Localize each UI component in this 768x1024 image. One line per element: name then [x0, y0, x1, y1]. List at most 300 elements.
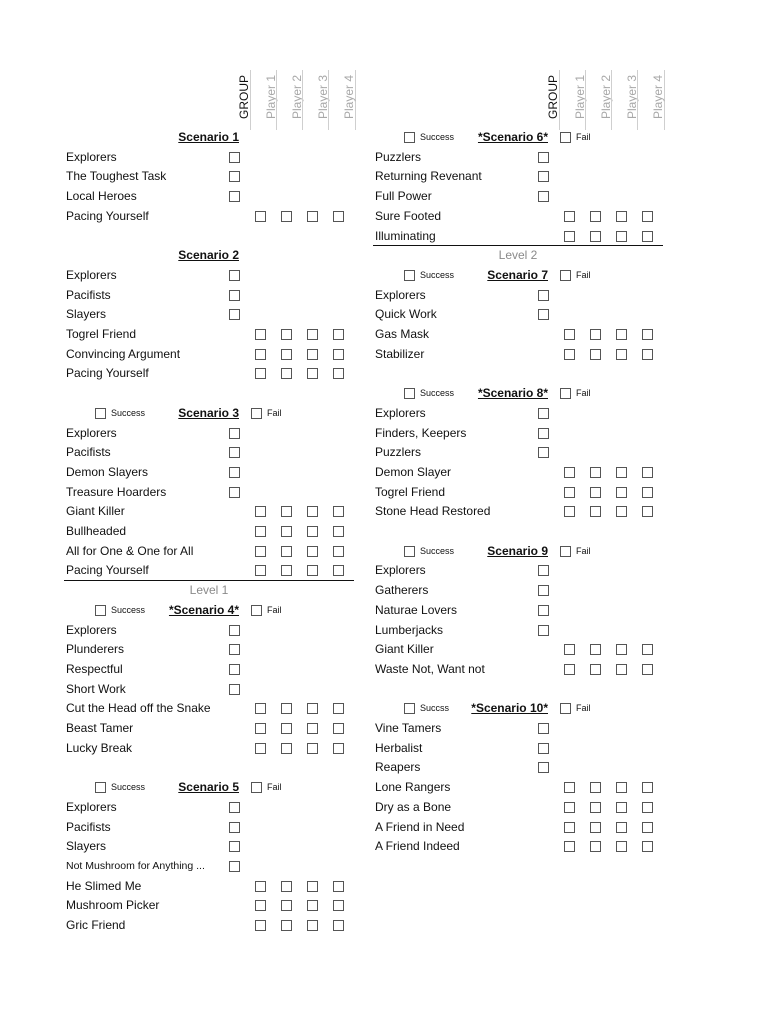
scenario-title: *Scenario 4* — [168, 602, 239, 617]
player-2-checkbox[interactable] — [590, 467, 601, 478]
player-4-checkbox[interactable] — [642, 231, 653, 242]
achievement-label: Dry as a Bone — [375, 799, 452, 814]
achievement-row — [0, 483, 300, 503]
player-2-checkbox[interactable] — [281, 329, 292, 340]
player-3-checkbox[interactable] — [616, 822, 627, 833]
group-checkbox[interactable] — [538, 743, 549, 754]
fail-label: Fail — [576, 703, 591, 714]
scenario-title: Scenario 2 — [178, 248, 239, 263]
player-4-header — [328, 70, 356, 130]
achievement-row — [309, 483, 609, 503]
player-2-checkbox[interactable] — [281, 526, 292, 537]
success-label: Success — [111, 782, 146, 793]
group-checkbox[interactable] — [229, 664, 240, 675]
fail-checkbox[interactable] — [560, 546, 571, 557]
achievement-row — [0, 621, 300, 641]
player-1-checkbox[interactable] — [255, 526, 266, 537]
group-checkbox[interactable] — [229, 644, 240, 655]
group-header — [224, 70, 250, 130]
achievement-label: Stabilizer — [375, 346, 425, 361]
fail-label: Fail — [267, 407, 282, 418]
player-1-checkbox[interactable] — [255, 368, 266, 379]
group-checkbox[interactable] — [538, 408, 549, 419]
achievement-row — [309, 148, 609, 168]
achievement-row — [309, 325, 609, 345]
scenario-title-row — [309, 699, 609, 719]
achievement-row — [0, 502, 300, 522]
achievement-label: Explorers — [66, 799, 117, 814]
player-1-checkbox[interactable] — [255, 900, 266, 911]
achievement-row — [0, 345, 300, 365]
achievement-label: Naturae Lovers — [375, 602, 458, 617]
player-2-header — [585, 70, 612, 130]
achievement-row — [309, 561, 609, 581]
fail-checkbox[interactable] — [560, 270, 571, 281]
player-header-label: Player 1 — [573, 74, 587, 119]
achievement-row — [0, 818, 300, 838]
group-checkbox[interactable] — [229, 861, 240, 872]
player-header-label: Player 2 — [290, 74, 304, 119]
group-checkbox[interactable] — [538, 152, 549, 163]
group-checkbox[interactable] — [538, 191, 549, 202]
group-checkbox[interactable] — [229, 152, 240, 163]
player-4-checkbox[interactable] — [642, 349, 653, 360]
player-4-checkbox[interactable] — [333, 900, 344, 911]
player-1-header — [559, 70, 586, 130]
achievement-row — [0, 443, 300, 463]
scenario-title-row — [0, 128, 300, 148]
success-label: Success — [420, 388, 455, 399]
player-2-checkbox[interactable] — [281, 349, 292, 360]
scenario-title: Scenario 5 — [178, 780, 239, 795]
fail-label: Fail — [267, 604, 282, 615]
player-3-checkbox[interactable] — [616, 644, 627, 655]
achievement-row — [0, 325, 300, 345]
player-1-checkbox[interactable] — [255, 881, 266, 892]
player-4-checkbox[interactable] — [642, 841, 653, 852]
achievement-label: Explorers — [375, 563, 426, 578]
player-4-checkbox[interactable] — [642, 782, 653, 793]
fail-checkbox[interactable] — [251, 408, 262, 419]
achievement-label: Puzzlers — [375, 149, 422, 164]
player-4-checkbox[interactable] — [642, 644, 653, 655]
player-3-checkbox[interactable] — [616, 231, 627, 242]
player-3-checkbox[interactable] — [307, 881, 318, 892]
player-3-checkbox[interactable] — [616, 841, 627, 852]
group-checkbox[interactable] — [229, 684, 240, 695]
fail-label: Fail — [576, 132, 591, 142]
achievement-label: Stone Head Restored — [375, 504, 491, 519]
achievement-label: He Slimed Me — [66, 878, 142, 893]
player-2-checkbox[interactable] — [281, 211, 292, 222]
player-1-checkbox[interactable] — [564, 841, 575, 852]
success-checkbox[interactable] — [404, 132, 415, 143]
group-checkbox[interactable] — [229, 467, 240, 478]
group-checkbox[interactable] — [229, 290, 240, 301]
player-2-checkbox[interactable] — [281, 368, 292, 379]
success-checkbox[interactable] — [404, 703, 415, 714]
achievement-row — [309, 581, 609, 601]
player-2-checkbox[interactable] — [281, 546, 292, 557]
player-1-checkbox[interactable] — [564, 487, 575, 498]
achievement-label: Explorers — [66, 267, 117, 282]
player-1-checkbox[interactable] — [255, 349, 266, 360]
achievement-label: Pacifists — [66, 445, 111, 460]
achievement-row — [309, 601, 609, 621]
achievement-row — [309, 502, 609, 522]
player-3-checkbox[interactable] — [307, 368, 318, 379]
player-4-checkbox[interactable] — [333, 368, 344, 379]
achievement-row — [309, 345, 609, 365]
success-label: Success — [420, 545, 455, 556]
group-checkbox[interactable] — [538, 605, 549, 616]
player-3-checkbox[interactable] — [616, 467, 627, 478]
fail-checkbox[interactable] — [251, 782, 262, 793]
achievement-label: Gas Mask — [375, 327, 430, 341]
player-3-checkbox[interactable] — [616, 329, 627, 340]
player-1-checkbox[interactable] — [564, 664, 575, 675]
player-3-checkbox[interactable] — [616, 802, 627, 813]
achievement-label: Respectful — [66, 661, 123, 676]
achievement-label: Lumberjacks — [375, 622, 444, 637]
achievement-row — [0, 167, 300, 187]
fail-label: Fail — [267, 782, 282, 793]
achievement-row — [309, 621, 609, 641]
achievement-label: Short Work — [66, 681, 126, 696]
achievement-row — [0, 798, 300, 818]
player-3-checkbox[interactable] — [616, 349, 627, 360]
group-checkbox[interactable] — [538, 309, 549, 320]
player-1-checkbox[interactable] — [564, 802, 575, 813]
group-checkbox[interactable] — [229, 270, 240, 281]
group-checkbox[interactable] — [538, 625, 549, 636]
achievement-label: Explorers — [375, 287, 426, 302]
player-3-checkbox[interactable] — [307, 920, 318, 931]
achievement-row — [309, 778, 609, 798]
achievement-label: Finders, Keepers — [375, 425, 467, 440]
player-2-checkbox[interactable] — [281, 900, 292, 911]
player-4-checkbox[interactable] — [642, 802, 653, 813]
achievement-label: Explorers — [66, 425, 117, 440]
achievement-label: Not Mushroom for Anything ... — [66, 859, 205, 872]
player-2-checkbox[interactable] — [590, 802, 601, 813]
player-2-checkbox[interactable] — [590, 231, 601, 242]
player-header-label: Player 1 — [264, 74, 278, 119]
achievement-label: Vine Tamers — [375, 721, 442, 735]
achievement-row — [0, 364, 300, 384]
achievement-label: Slayers — [66, 839, 107, 854]
player-3-header — [611, 70, 638, 130]
player-1-checkbox[interactable] — [564, 644, 575, 655]
achievement-label: Puzzlers — [375, 445, 422, 460]
achievement-row — [0, 916, 300, 936]
player-2-checkbox[interactable] — [281, 881, 292, 892]
player-header-label: Player 3 — [316, 74, 330, 119]
level-label: Level 2 — [498, 248, 538, 263]
group-checkbox[interactable] — [538, 290, 549, 301]
player-2-checkbox[interactable] — [281, 506, 292, 517]
scenario-title-row — [0, 778, 300, 798]
achievement-label: Pacifists — [66, 287, 111, 302]
achievement-label: Explorers — [375, 405, 426, 420]
group-checkbox[interactable] — [229, 841, 240, 852]
group-checkbox[interactable] — [229, 822, 240, 833]
player-2-checkbox[interactable] — [590, 211, 601, 222]
scenario-title: *Scenario 8* — [477, 386, 548, 401]
player-2-header — [276, 70, 303, 130]
group-header-label: GROUP — [237, 74, 251, 119]
fail-label: Fail — [576, 269, 591, 280]
player-4-checkbox[interactable] — [642, 664, 653, 675]
player-4-checkbox[interactable] — [642, 329, 653, 340]
player-1-checkbox[interactable] — [564, 329, 575, 340]
achievement-label: Convincing Argument — [66, 346, 181, 361]
achievement-label: Mushroom Picker — [66, 898, 160, 913]
achievement-row — [0, 522, 300, 542]
achievement-label: Gatherers — [375, 583, 429, 598]
scenario-title-row — [0, 404, 300, 424]
player-1-checkbox[interactable] — [564, 231, 575, 242]
player-1-checkbox[interactable] — [255, 546, 266, 557]
player-2-checkbox[interactable] — [590, 329, 601, 340]
player-1-checkbox[interactable] — [255, 723, 266, 734]
scenario-title-row — [309, 128, 609, 148]
achievement-label: Bullheaded — [66, 524, 127, 538]
player-4-checkbox[interactable] — [333, 881, 344, 892]
player-header-label: Player 4 — [651, 74, 665, 119]
scenario-title-row — [309, 384, 609, 404]
group-checkbox[interactable] — [538, 428, 549, 439]
scenario-title: *Scenario 6* — [477, 130, 548, 144]
achievement-row — [309, 305, 609, 325]
achievement-row — [309, 660, 609, 680]
player-2-checkbox[interactable] — [590, 506, 601, 517]
achievement-label: Waste Not, Want not — [375, 661, 485, 676]
achievement-row — [0, 680, 300, 700]
player-2-checkbox[interactable] — [281, 920, 292, 931]
achievement-row — [0, 542, 300, 562]
group-checkbox[interactable] — [538, 585, 549, 596]
achievement-label: Illuminating — [375, 228, 436, 243]
player-2-checkbox[interactable] — [590, 782, 601, 793]
scenario-title-row — [309, 542, 609, 562]
achievement-label: Slayers — [66, 307, 107, 322]
achievement-row — [309, 739, 609, 759]
achievement-row — [0, 739, 300, 759]
achievement-label: Pacing Yourself — [66, 563, 149, 578]
success-checkbox[interactable] — [404, 388, 415, 399]
achievement-label: A Friend in Need — [375, 819, 465, 834]
player-2-checkbox[interactable] — [281, 743, 292, 754]
group-checkbox[interactable] — [538, 447, 549, 458]
success-label: Success — [111, 407, 146, 418]
achievement-row — [0, 187, 300, 207]
scenario-title: *Scenario 10* — [471, 701, 548, 716]
player-1-checkbox[interactable] — [255, 329, 266, 340]
achievement-row — [0, 463, 300, 483]
player-3-checkbox[interactable] — [616, 211, 627, 222]
player-2-checkbox[interactable] — [590, 644, 601, 655]
player-3-checkbox[interactable] — [307, 900, 318, 911]
player-3-checkbox[interactable] — [616, 782, 627, 793]
player-1-header — [250, 70, 277, 130]
player-1-checkbox[interactable] — [564, 822, 575, 833]
achievement-label: Togrel Friend — [375, 484, 446, 499]
player-3-header — [302, 70, 329, 130]
achievement-label: Cut the Head off the Snake — [66, 701, 211, 716]
achievement-label: Treasure Hoarders — [66, 484, 167, 499]
scenario-title-row — [309, 266, 609, 286]
achievement-label: Herbalist — [375, 740, 423, 755]
group-checkbox[interactable] — [538, 723, 549, 734]
achievement-row — [309, 424, 609, 444]
player-1-checkbox[interactable] — [564, 506, 575, 517]
achievement-label: Giant Killer — [375, 642, 434, 657]
player-2-checkbox[interactable] — [281, 723, 292, 734]
player-1-checkbox[interactable] — [564, 211, 575, 222]
player-1-checkbox[interactable] — [255, 211, 266, 222]
player-2-checkbox[interactable] — [590, 487, 601, 498]
fail-checkbox[interactable] — [251, 605, 262, 616]
achievement-label: Demon Slayers — [66, 464, 149, 479]
group-checkbox[interactable] — [538, 171, 549, 182]
achievement-label: Explorers — [66, 149, 117, 164]
group-checkbox[interactable] — [538, 762, 549, 773]
achievement-label: Lucky Break — [66, 740, 133, 755]
player-header-label: Player 2 — [599, 74, 613, 119]
player-2-checkbox[interactable] — [590, 841, 601, 852]
achievement-row — [0, 877, 300, 897]
success-checkbox[interactable] — [95, 605, 106, 616]
player-4-header — [637, 70, 665, 130]
achievement-row — [309, 207, 609, 227]
player-3-checkbox[interactable] — [616, 487, 627, 498]
achievement-row — [309, 719, 609, 739]
achievement-label: Gric Friend — [66, 918, 126, 932]
achievement-row — [309, 463, 609, 483]
achievement-label: Demon Slayer — [375, 464, 452, 479]
success-label: Succss — [420, 703, 450, 714]
player-2-checkbox[interactable] — [281, 703, 292, 714]
level-label: Level 1 — [189, 583, 229, 598]
player-4-checkbox[interactable] — [642, 506, 653, 517]
fail-label: Fail — [576, 388, 591, 399]
player-3-checkbox[interactable] — [616, 506, 627, 517]
player-2-checkbox[interactable] — [590, 822, 601, 833]
fail-checkbox[interactable] — [560, 388, 571, 399]
achievement-row — [0, 660, 300, 680]
achievement-label: Plunderers — [66, 642, 125, 657]
success-checkbox[interactable] — [95, 408, 106, 419]
group-checkbox[interactable] — [229, 802, 240, 813]
achievement-row — [0, 561, 300, 581]
achievement-label: Pacifists — [66, 819, 111, 834]
player-1-checkbox[interactable] — [255, 743, 266, 754]
achievement-row — [0, 207, 300, 227]
group-checkbox[interactable] — [229, 428, 240, 439]
group-checkbox[interactable] — [229, 625, 240, 636]
achievement-label: A Friend Indeed — [375, 839, 460, 854]
achievement-row — [309, 837, 609, 857]
player-4-checkbox[interactable] — [642, 211, 653, 222]
success-label: Success — [420, 132, 455, 142]
achievement-label: Beast Tamer — [66, 721, 134, 735]
achievement-row — [0, 857, 300, 877]
player-1-checkbox[interactable] — [255, 506, 266, 517]
achievement-row — [309, 640, 609, 660]
group-checkbox[interactable] — [229, 191, 240, 202]
player-3-checkbox[interactable] — [616, 664, 627, 675]
success-checkbox[interactable] — [404, 546, 415, 557]
player-1-checkbox[interactable] — [564, 349, 575, 360]
achievement-label: Pacing Yourself — [66, 366, 149, 381]
group-header — [533, 70, 559, 130]
fail-checkbox[interactable] — [560, 703, 571, 714]
scenario-title: Scenario 3 — [178, 405, 239, 420]
achievement-row — [309, 167, 609, 187]
player-4-checkbox[interactable] — [333, 920, 344, 931]
achievement-row — [309, 443, 609, 463]
achievement-row — [0, 286, 300, 306]
player-2-checkbox[interactable] — [590, 349, 601, 360]
achievement-label: Explorers — [66, 622, 117, 637]
player-1-checkbox[interactable] — [255, 565, 266, 576]
group-checkbox[interactable] — [538, 565, 549, 576]
achievement-label: Giant Killer — [66, 504, 125, 519]
group-checkbox[interactable] — [229, 171, 240, 182]
group-checkbox[interactable] — [229, 487, 240, 498]
achievement-label: Full Power — [375, 189, 432, 204]
achievement-label: Pacing Yourself — [66, 208, 149, 223]
achievement-label: Togrel Friend — [66, 327, 137, 341]
player-2-checkbox[interactable] — [281, 565, 292, 576]
achievement-label: Quick Work — [375, 307, 437, 322]
achievement-row — [0, 719, 300, 739]
achievement-label: Lone Rangers — [375, 780, 451, 795]
achievement-row — [309, 818, 609, 838]
success-checkbox[interactable] — [404, 270, 415, 281]
player-3-checkbox[interactable] — [307, 526, 318, 537]
fail-checkbox[interactable] — [560, 132, 571, 143]
achievement-label: Reapers — [375, 760, 421, 775]
player-2-checkbox[interactable] — [590, 664, 601, 675]
achievement-row — [309, 758, 609, 778]
scenario-title-row — [0, 601, 300, 621]
group-header-label: GROUP — [546, 74, 560, 119]
achievement-label: The Toughest Task — [66, 169, 167, 184]
player-4-checkbox[interactable] — [333, 526, 344, 537]
achievement-row — [309, 798, 609, 818]
group-checkbox[interactable] — [229, 447, 240, 458]
player-1-checkbox[interactable] — [564, 467, 575, 478]
success-label: Success — [420, 269, 455, 280]
player-4-checkbox[interactable] — [642, 487, 653, 498]
player-1-checkbox[interactable] — [255, 920, 266, 931]
achievement-row — [0, 148, 300, 168]
achievement-row — [309, 187, 609, 207]
achievement-label: Sure Footed — [375, 208, 442, 223]
achievement-label: Local Heroes — [66, 189, 137, 204]
group-checkbox[interactable] — [229, 309, 240, 320]
success-checkbox[interactable] — [95, 782, 106, 793]
success-label: Success — [111, 604, 146, 615]
player-4-checkbox[interactable] — [642, 467, 653, 478]
achievement-row — [0, 424, 300, 444]
player-1-checkbox[interactable] — [564, 782, 575, 793]
player-1-checkbox[interactable] — [255, 703, 266, 714]
player-4-checkbox[interactable] — [642, 822, 653, 833]
achievement-label: All for One & One for All — [66, 543, 194, 558]
